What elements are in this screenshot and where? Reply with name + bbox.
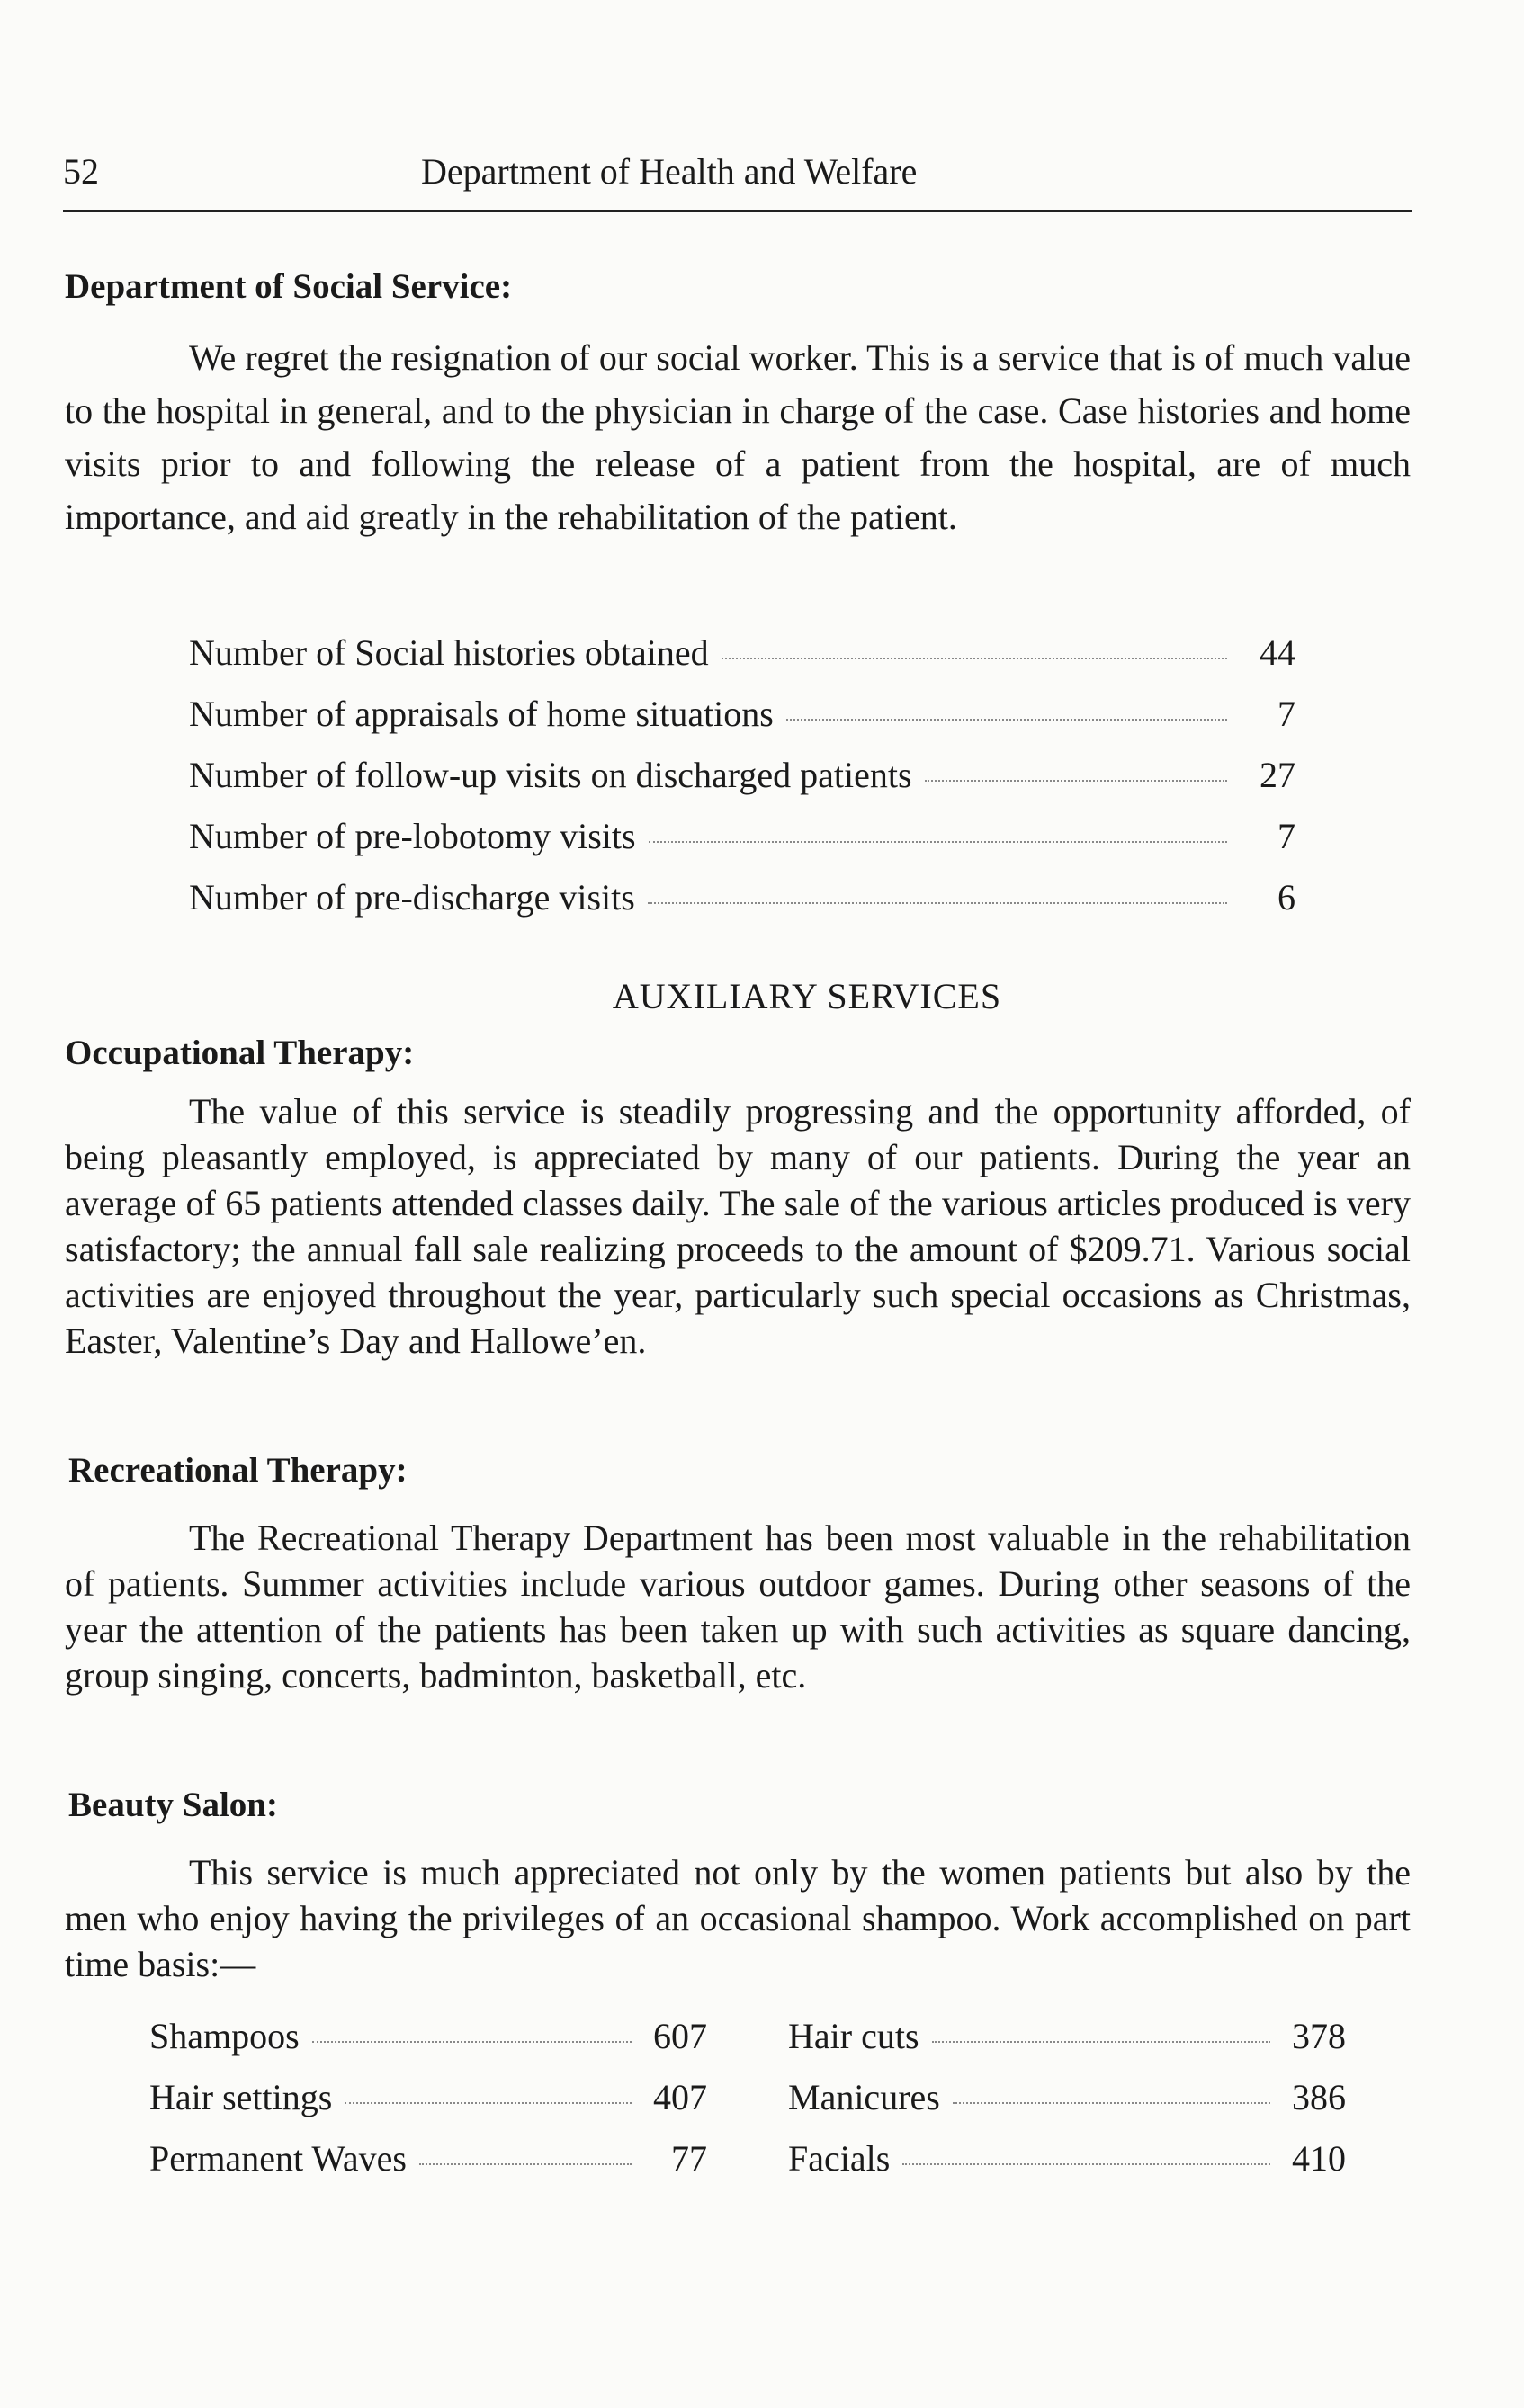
beauty-stat-label: Hair cuts (788, 2016, 919, 2056)
beauty-row (149, 2076, 1346, 2137)
dot-leader (932, 2041, 1270, 2043)
beauty-stat (788, 2076, 1346, 2118)
beauty-stat-value: 410 (1292, 2138, 1346, 2179)
beauty-stat (149, 2137, 707, 2180)
beauty-stat (149, 2076, 707, 2118)
social-service-stats (189, 631, 1295, 937)
beauty-stat-label: Manicures (788, 2077, 940, 2117)
stat-value: 44 (1260, 632, 1295, 673)
dot-leader (902, 2163, 1270, 2165)
stat-label: Number of Social histories obtained (189, 632, 709, 673)
occupational-therapy-paragraph: The value of this service is steadily progressing and the opportunity afforded, of being pleasantly employed, is appreciated by many of our patients. During the year an average of 65 patients attended classes daily. The sale of the various articles produced is very satisfactory; the annual fall sale realizing proceeds to the amount of $209.71. Various social activities are enjoyed throughout the year, particularly such special occasions as Christmas, Easter, Valentine’s Day and Hallowe’en. (65, 1091, 1411, 1361)
stat-row (189, 876, 1295, 937)
dot-leader (953, 2102, 1270, 2104)
stat-label: Number of appraisals of home situations (189, 694, 774, 734)
dot-leader (925, 780, 1227, 782)
stat-value: 7 (1277, 694, 1295, 734)
dot-leader (345, 2102, 632, 2104)
beauty-salon-stats (149, 2015, 1346, 2198)
beauty-salon-heading: Beauty Salon: (68, 1786, 278, 1824)
auxiliary-services-title: AUXILIARY SERVICES (612, 976, 1002, 1016)
stat-label: Number of pre-discharge visits (189, 877, 635, 918)
recreational-therapy-heading: Recreational Therapy: (68, 1451, 408, 1490)
dot-leader (786, 719, 1227, 721)
recreational-therapy-paragraph: The Recreational Therapy Department has been most valuable in the rehabilitation of patients. Summer activities include various outdoor games. During other seasons of the year the attention of the patients has been taken up with such activities as square dancing, group singing, concerts, badminton, basketball, etc. (65, 1517, 1411, 1696)
stat-row (189, 815, 1295, 876)
beauty-stat-label: Hair settings (149, 2077, 333, 2117)
dot-leader (419, 2163, 632, 2165)
stat-row (189, 693, 1295, 754)
occupational-therapy-heading: Occupational Therapy: (65, 1034, 415, 1072)
stat-value: 7 (1277, 816, 1295, 856)
beauty-row (149, 2137, 1346, 2198)
stat-row (189, 754, 1295, 815)
beauty-stat (788, 2015, 1346, 2057)
beauty-stat-label: Facials (788, 2138, 891, 2179)
stat-label: Number of follow-up visits on discharged patients (189, 755, 912, 795)
beauty-stat-value: 407 (653, 2077, 707, 2117)
header-rule (63, 210, 1412, 212)
beauty-salon-paragraph: This service is much appreciated not only by the women patients but also by the men who enjoy having the privileges of an occasional shampoo. Work accomplished on part time basis:— (65, 1852, 1411, 1984)
running-title: Department of Health and Welfare (421, 151, 918, 192)
beauty-stat-label: Shampoos (149, 2016, 300, 2056)
beauty-row (149, 2015, 1346, 2076)
stat-label: Number of pre-lobotomy visits (189, 816, 636, 856)
dot-leader (312, 2041, 632, 2043)
page-number: 52 (63, 151, 99, 192)
beauty-stat-value: 386 (1292, 2077, 1346, 2117)
stat-row (189, 631, 1295, 693)
beauty-stat-value: 77 (671, 2138, 707, 2179)
social-service-heading: Department of Social Service: (65, 267, 513, 306)
dot-leader (648, 902, 1227, 904)
stat-value: 6 (1277, 877, 1295, 918)
beauty-stat (149, 2015, 707, 2057)
dot-leader (649, 841, 1227, 843)
beauty-stat-value: 607 (653, 2016, 707, 2056)
beauty-stat-label: Permanent Waves (149, 2138, 407, 2179)
beauty-stat-value: 378 (1292, 2016, 1346, 2056)
beauty-stat (788, 2137, 1346, 2180)
social-service-paragraph: We regret the resignation of our social worker. This is a service that is of much value to the hospital in general, and to the physician in charge of the case. Case histories and home visits prior to and following the release of a patient from the hospital, are of much importance, and aid greatly in the rehabilitation of the patient. (65, 337, 1411, 537)
stat-value: 27 (1260, 755, 1295, 795)
dot-leader (722, 658, 1227, 659)
